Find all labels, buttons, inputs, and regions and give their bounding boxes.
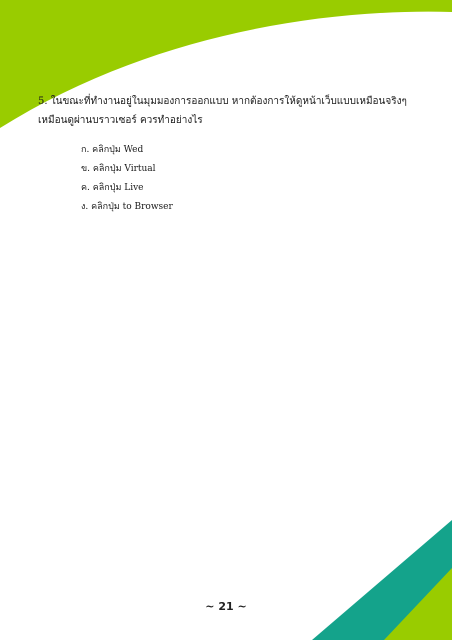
- option-d: ง. คลิกปุ่ม to Browser: [81, 202, 173, 212]
- question-line-1: 5. ในขณะที่ทำงานอยู่ในมุมมองการออกแบบ หากต้องการให้ดูหน้าเว็บแบบเหมือนจริงๆ: [38, 96, 407, 107]
- question: [38, 92, 428, 130]
- page-number: ~ 21 ~: [205, 600, 247, 613]
- option-b: ข. คลิกปุ่ม Virtual: [81, 164, 156, 174]
- option-a: ก. คลิกปุ่ม Wed: [81, 145, 144, 155]
- question-line-2: เหมือนดูผ่านบราวเซอร์ ควรทำอย่างไร: [38, 115, 203, 126]
- answer-options: [81, 141, 173, 217]
- bottom-decoration: [312, 520, 452, 640]
- option-c: ค. คลิกปุ่ม Live: [81, 183, 144, 193]
